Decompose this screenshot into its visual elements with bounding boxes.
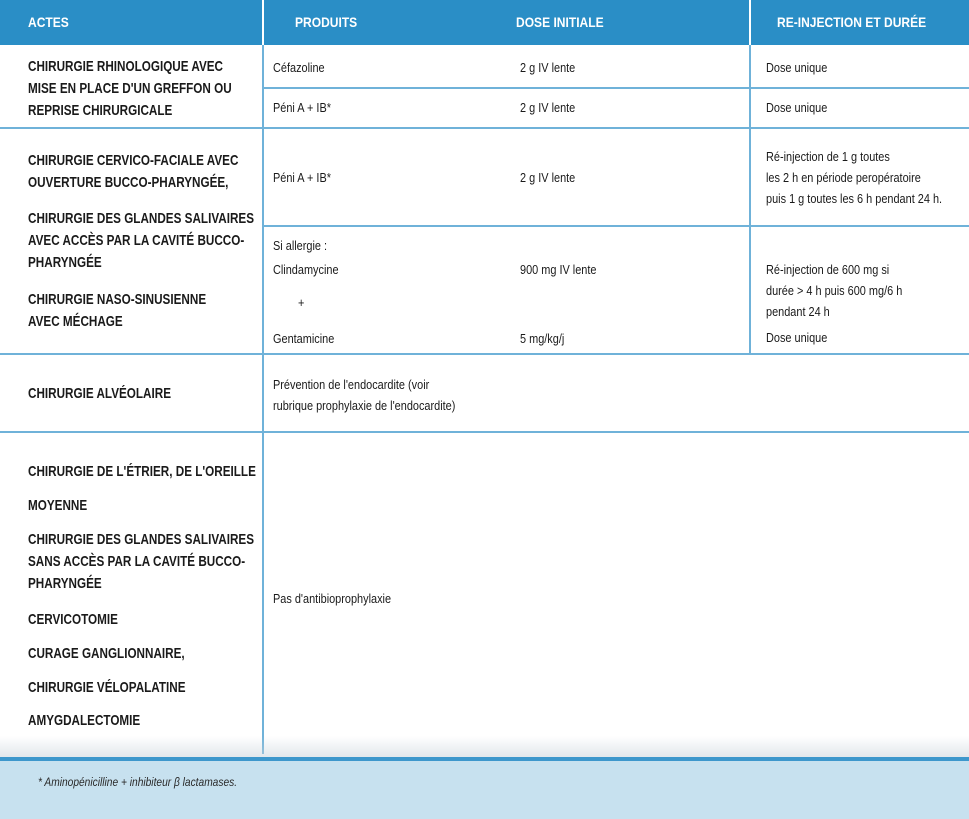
acte-amygdalectomie: AMYGDALECTOMIE [28,712,141,729]
header-divider [749,0,751,45]
acte-cervicotomie: CERVICOTOMIE [28,611,118,628]
acte-chirurgie-etrier: CHIRURGIE DE L'ÉTRIER, DE L'OREILLE [28,463,256,480]
row-divider [0,127,969,129]
acte-chirurgie-naso-sinusienne: CHIRURGIE NASO-SINUSIENNE AVEC MÉCHAGE [28,291,207,330]
acte-chirurgie-alveolaire: CHIRURGIE ALVÉOLAIRE [28,385,172,402]
table-bottom-shadow [0,736,969,758]
table-header [0,0,969,45]
reinjection-duree: Dose unique [766,330,828,345]
produit-gentamicine: Gentamicine [273,331,335,346]
dose-initiale: 5 mg/kg/j [520,331,565,346]
acte-chirurgie-glandes-salivaires-sans-acces: CHIRURGIE DES GLANDES SALIVAIRES SANS ACCÈS PAR LA CAVITÉ BUCCO- PHARYNGÉE [28,531,255,592]
header-dose-initiale: DOSE INITIALE [516,14,604,30]
acte-curage-ganglionnaire: CURAGE GANGLIONNAIRE, [28,645,185,662]
reinjection-duree: Ré-injection de 1 g toutes les 2 h en période peropératoire puis 1 g toutes les 6 h pendant 24 h. [766,149,943,206]
pas-antibioprophylaxie-text: Pas d'antibioprophylaxie [273,591,392,606]
acte-chirurgie-cervico-faciale: CHIRURGIE CERVICO-FACIALE AVEC OUVERTURE BUCCO-PHARYNGÉE, [28,152,239,191]
reinjection-duree: Ré-injection de 600 mg si durée > 4 h puis 600 mg/6 h pendant 24 h [766,262,903,319]
produit-peni-a-ib: Péni A + IB* [273,170,331,185]
dose-initiale: 900 mg IV lente [520,262,597,277]
subrow-divider [264,225,969,227]
subrow-divider [264,87,969,89]
plus-sign: + [298,295,305,310]
column-divider-reinjection [749,45,751,355]
header-actes: ACTES [28,14,69,30]
dose-initiale: 2 g IV lente [520,170,576,185]
acte-oreille-moyenne: MOYENNE [28,497,88,514]
reinjection-duree: Dose unique [766,60,828,75]
column-divider-actes [262,45,264,754]
header-reinjection: RE-INJECTION ET DURÉE [777,14,927,30]
produit-cefazoline: Céfazoline [273,60,325,75]
produit-peni-a-ib: Péni A + IB* [273,100,331,115]
prevention-endocardite-text: Prévention de l'endocardite (voir rubrique prophylaxie de l'endocardite) [273,377,456,413]
produit-clindamycine: Clindamycine [273,262,339,277]
dose-initiale: 2 g IV lente [520,60,576,75]
acte-chirurgie-glandes-salivaires-avec-acces: CHIRURGIE DES GLANDES SALIVAIRES AVEC ACCÈS PAR LA CAVITÉ BUCCO- PHARYNGÉE [28,210,255,271]
acte-chirurgie-velopalatine: CHIRURGIE VÉLOPALATINE [28,679,186,696]
dose-initiale: 2 g IV lente [520,100,576,115]
row-divider [0,431,969,433]
header-produits: PRODUITS [295,14,358,30]
acte-chirurgie-rhinologique: CHIRURGIE RHINOLOGIQUE AVEC MISE EN PLACE D'UN GREFFON OU REPRISE CHIRURGICALE [28,58,232,119]
header-divider [262,0,264,45]
si-allergie-label: Si allergie : [273,238,328,253]
reinjection-duree: Dose unique [766,100,828,115]
row-divider [0,353,969,355]
footnote-text: * Aminopénicilline + inhibiteur β lactamases. [38,775,238,789]
footnote-panel [0,761,969,819]
